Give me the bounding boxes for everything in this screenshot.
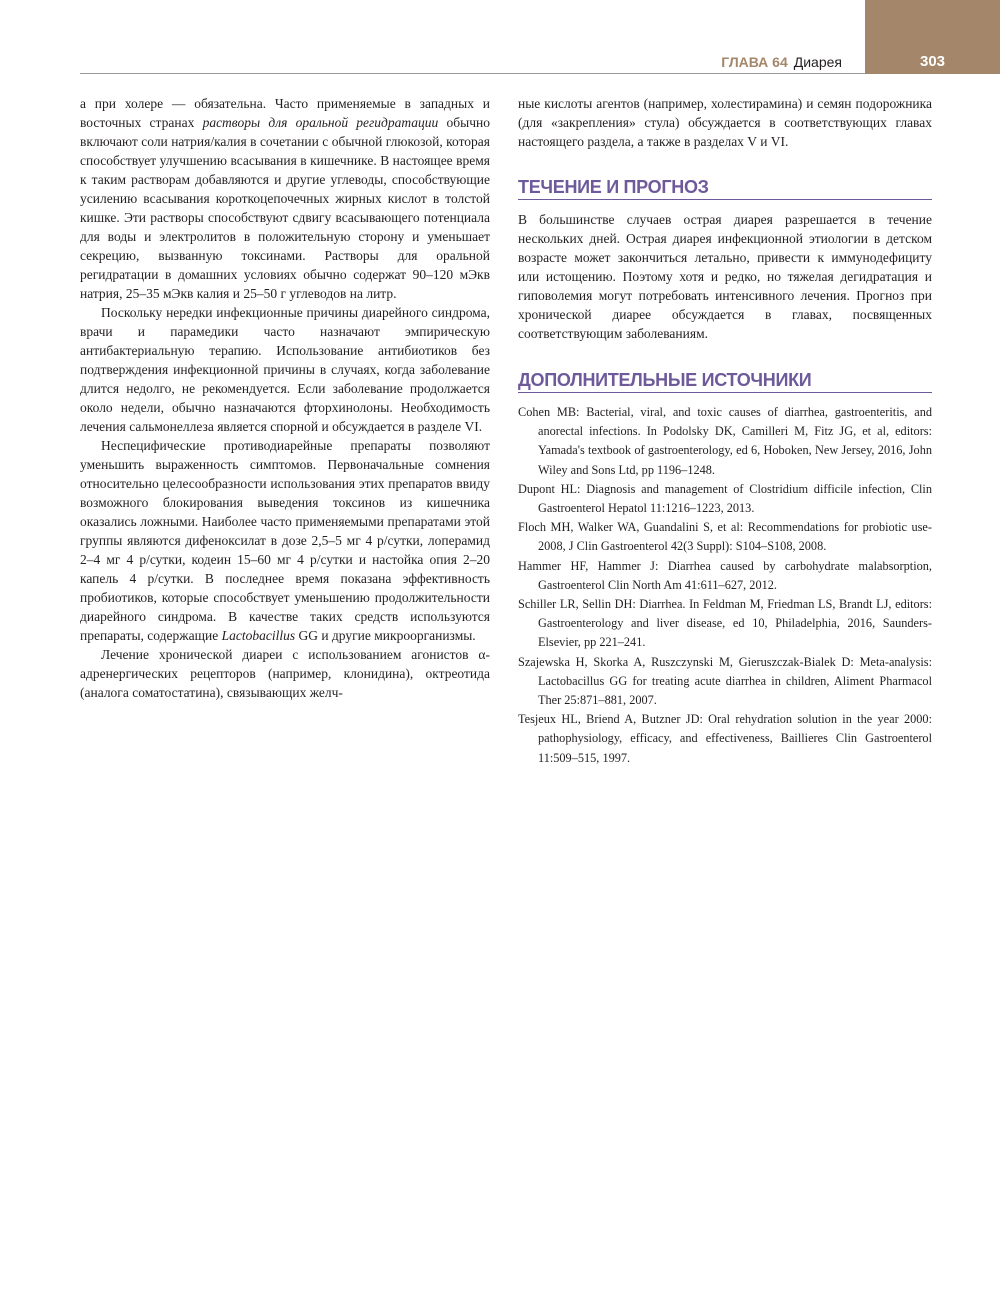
- section-heading-course-prognosis: ТЕЧЕНИЕ И ПРОГНОЗ: [518, 176, 932, 200]
- reference-list: [518, 403, 932, 768]
- paragraph-text: обычно включают соли натрия/калия в сочетании с обычной глюкозой, которая способствует улучшению всасывания в кишечнике. В настоящее время к таким растворам добавляются и другие углеводы, способствующие усилению всасывания короткоцепочечных жирных кислот в толстой кишке. Эти растворы способствуют сдвигу всасывающего потенциала для воды и электролитов в положительную сторону и уменьшает секрецию, вызванную токсинами. Растворы для оральной регидратации в домашних условиях обычно содержат 90–120 мЭкв натрия, 25–35 мЭкв калия и 25–50 г углеводов на литр.: [80, 115, 490, 301]
- reference-item: Hammer HF, Hammer J: Diarrhea caused by carbohydrate malabsorption, Gastroenterol Clin North Am 41:611–627, 2012.: [518, 558, 932, 592]
- reference-item: Dupont HL: Diagnosis and management of Clostridium difficile infection, Clin Gastroenterol Hepatol 11:1216–1223, 2013.: [518, 481, 932, 516]
- paragraph-oral-rehydration: [80, 94, 490, 303]
- reference-item: Floch MH, Walker WA, Guandalini S, et al: Recommendations for probiotic use-2008, J Clin Gastroenterol 42(3 Suppl): S104–S108, 2008.: [518, 520, 932, 554]
- paragraph-antibiotics: Поскольку нередки инфекционные причины диарейного синдрома, врачи и парамедики часто назначают эмпирическую антибактериальную терапию. Использование антибиотиков без подтверждения инфекционной причины в случаях, когда заболевание длится недолго, не рекомендуется. Если заболевание продолжается около недели, обычно назначаются фторхинолоны. Необходимость лечения сальмонеллеза является спорной и обсуждается в разделе VI.: [80, 305, 490, 434]
- paragraph-text: GG и другие микроорганизмы.: [295, 628, 476, 643]
- chapter-title: Диарея: [793, 54, 842, 70]
- header-rule: [80, 73, 865, 74]
- paragraph-course-prognosis: В большинстве случаев острая диарея разрешается в течение нескольких дней. Острая диарея инфекционной этиологии в детском возрасте может закончиться летально, привести к иммунодефициту или истощению. Поэтому хотя и редко, но тяжелая дегидратация и гиповолемия могут потребовать интенсивного лечения. Прогноз при хронической диарее обсуждается в главах, посвященных соответствующим заболеваниям.: [518, 212, 932, 341]
- reference-item: Cohen MB: Bacterial, viral, and toxic causes of diarrhea, gastroenteritis, and anorectal infections. In Podolsky DK, Camilleri M, Fitz JG, et al, editors: Yamada's textbook of gastroenterology, ed 6, Hoboken, New Jersey, 2016, John Wiley and Sons Ltd, pp 1196–1248.: [518, 405, 932, 477]
- paragraph-chronic-treatment: Лечение хронической диареи с использованием агонистов α-адренергических рецепторов (например, клонидина), октреотида (аналога соматостатина), связывающих желч-: [80, 647, 490, 700]
- running-header: [721, 52, 842, 72]
- paragraph-continuation: ные кислоты агентов (например, холестирамина) и семян подорожника (для «закрепления» стула) обсуждается в соответствующих главах настоящего раздела, а также в разделах V и VI.: [518, 96, 932, 149]
- reference-item: Szajewska H, Skorka A, Ruszczynski M, Gieruszczak-Bialek D: Meta-analysis: Lactobacillus GG for treating acute diarrhea in children, Aliment Pharmacol Ther 25:871–881, 2007.: [518, 654, 932, 708]
- right-column: [518, 94, 932, 768]
- left-column: [80, 94, 490, 702]
- emphasis-text: растворы для оральной регидратации: [202, 115, 439, 130]
- reference-item: Tesjeux HL, Briend A, Butzner JD: Oral rehydration solution in the year 2000: pathophysiology, efficacy, and effectiveness, Baillieres Clin Gastroenterol 11:509–515, 1997.: [518, 712, 932, 765]
- section-heading-references: ДОПОЛНИТЕЛЬНЫЕ ИСТОЧНИКИ: [518, 369, 932, 393]
- paragraph-text: Неспецифические противодиарейные препараты позволяют уменьшить выраженность симптомов. Первоначальные сомнения относительно целесообразности использования этих препаратов ввиду возможного блокирования выведения токсинов из кишечника оказались ложными. Наиболее часто применяемыми препаратами этой группы являются дифеноксилат в дозе 2,5–5 мг 4 р/сутки, лоперамид 2–4 мг 4 р/сутки, кодеин 15–60 мг 4 р/сутки и настойка опия 2–20 капель 4 р/сутки. В последнее время показана эффективность пробиотиков, которые способствует уменьшению продолжительности диарейного синдрома. В качестве таких средств используются препараты, содержащие: [80, 438, 490, 643]
- page-number: 303: [919, 53, 946, 70]
- paragraph-text: а при холере — обязательна. Часто применяемые в западных и восточных странах: [80, 96, 490, 130]
- paragraph-antidiarrheal: [80, 436, 490, 645]
- chapter-label: ГЛАВА 64: [721, 54, 788, 70]
- emphasis-text: Lactobacillus: [221, 628, 296, 643]
- reference-item: Schiller LR, Sellin DH: Diarrhea. In Feldman M, Friedman LS, Brandt LJ, editors: Gastroenterology and liver disease, ed 10, Philadelphia, 2016, Saunders-Elsevier, pp 221–241.: [518, 597, 932, 650]
- page-number-tab: [865, 0, 1000, 74]
